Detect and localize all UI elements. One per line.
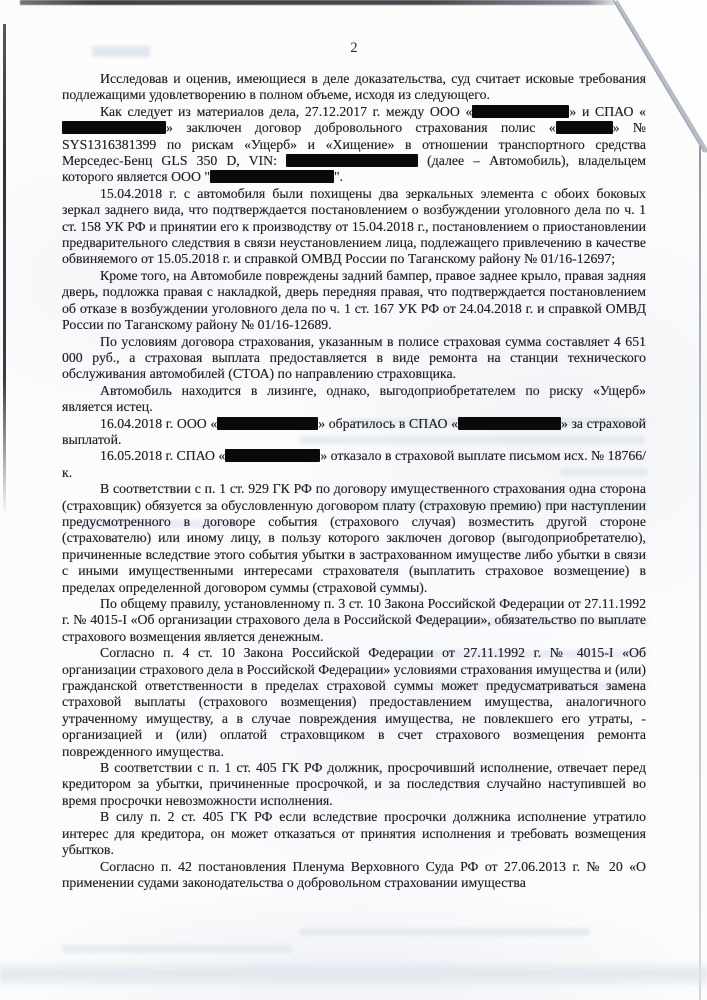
redaction-bar [225, 449, 320, 462]
paragraph: В соответствии с п. 1 ст. 405 ГК РФ должник, просрочивший исполнение, отвечает перед кредитором за убытки, причиненные просрочкой, и за последствия случайно наступившей во время просрочки невозможности исполнения. [62, 760, 646, 808]
page-number: 2 [350, 40, 358, 56]
redaction-bar [286, 154, 418, 167]
redaction-bar [556, 121, 613, 134]
paragraph: Кроме того, на Автомобиле повреждены задний бампер, правое заднее крыло, правая задняя дверь, подложка правая с накладкой, дверь передняя правая, что подтверждается постановлением об отказе в возбуждении уголовного дела по ч. 1 ст. 167 УК РФ от 24.04.2018 г. и справкой ОМВД России по Таганскому району № 01/16-12689. [62, 267, 646, 333]
paragraph: Согласно п. 4 ст. 10 Закона Российской Федерации от 27.11.1992 г. № 4015-I «Об организации страхового дела в Российской Федерации» условиями страхования имущества и (или) гражданской ответственности в пределах страховой суммы может предусматриваться замена страховой выплаты (страхового возмещения) предоставлением имущества, аналогичного утраченному имуществу, а в случае повреждения имущества, не повлекшего его утраты, - организацией и (или) оплатой страховщиком в счет страхового возмещения ремонта поврежденного имущества. [62, 645, 646, 759]
paragraph: В силу п. 2 ст. 405 ГК РФ если вследствие просрочки должника исполнение утратило интерес для кредитора, он может отказаться от принятия исполнения и требовать возмещения убытков. [62, 809, 646, 858]
paragraph: Исследовав и оценив, имеющиеся в деле доказательства, суд считает исковые требования подлежащими удовлетворению в полном объеме, исходя из следующего. [62, 71, 646, 103]
scan-edge-top [20, 0, 624, 5]
redaction-bar [458, 417, 561, 430]
paragraph: Согласно п. 42 постановления Пленума Верховного Суда РФ от 27.06.2013 г. № 20 «О применении судами законодательства о добровольном страховании имущества [62, 858, 646, 890]
bleedthrough-mark [62, 945, 292, 953]
paragraph: 16.05.2018 г. СПАО « » отказало в страховой выплате письмом исх. № 18766/к. [62, 448, 646, 480]
paragraph: По общему правилу, установленному п. 3 ст. 10 Закона Российской Федерации от 27.11.1992 г. № 4015-I «Об организации страхового дела в Российской Федерации», обязательство по выплате страхового возмещения является денежным. [62, 596, 646, 644]
redaction-bar [472, 105, 569, 118]
paragraph: Как следует из материалов дела, 27.12.2017 г. между ООО « » и СПАО «» заключен договор добровольного страхования полис « » № SYS1316381399 по рискам «Ущерб» и «Хищение» в отношении транспортного средства Мерседес-Бенц GLS 350 D, VIN: (далее – Автомобиль), владельцем которого является ООО " ". [62, 103, 647, 185]
paragraph: 15.04.2018 г. с автомобиля были похищены два зеркальных элемента с обоих боковых зеркал заднего вида, что подтверждается постановлением о возбуждении уголовного дела по ч. 1 ст. 158 УК РФ и принятии его к производству от 15.04.2018 г., постановлением о приостановлении предварительного следствия в связи неустановлением лица, подлежащего привлечению в качестве обвиняемого от 15.05.2018 г. и справкой ОМВД России по Таганскому району № 01/16-12697; [62, 185, 646, 267]
paragraph: 16.04.2018 г. ООО « » обратилось в СПАО « » за страховой выплатой. [62, 415, 646, 447]
paragraph: По условиям договора страхования, указанным в полисе страховая сумма составляет 4 651 000 руб., а страховая выплата предоставляется в виде ремонта на станции технического обслуживания автомобилей (СТОА) по направлению страховщика. [62, 333, 646, 382]
scan-edge-right [699, 146, 701, 1000]
scan-edge-left [3, 24, 6, 516]
redaction-bar [62, 121, 166, 134]
paragraph: В соответствии с п. 1 ст. 929 ГК РФ по договору имущественного страхования одна сторона (страховщик) обязуется за обусловленную договором плату (страховую премию) при наступлении предусмотренного в договоре события (страхового случая) возместить другой стороне (страхователю) или иному лицу, в пользу которого заключен договор (выгодоприобретателю), причиненные вследствие этого события убытки в застрахованном имуществе либо убытки в связи с иными имущественными интересами страхователя (выплатить страховое возмещение) в пределах определенной договором суммы (страховой суммы). [62, 481, 646, 595]
document-body [62, 71, 646, 891]
paragraph: Автомобиль находится в лизинге, однако, выгодоприобретателем по риску «Ущерб» является истец. [62, 382, 646, 415]
redaction-bar [217, 417, 318, 430]
redaction-bar [210, 170, 334, 183]
scan-bottom-shadow [0, 960, 707, 988]
bleedthrough-mark [300, 928, 590, 936]
